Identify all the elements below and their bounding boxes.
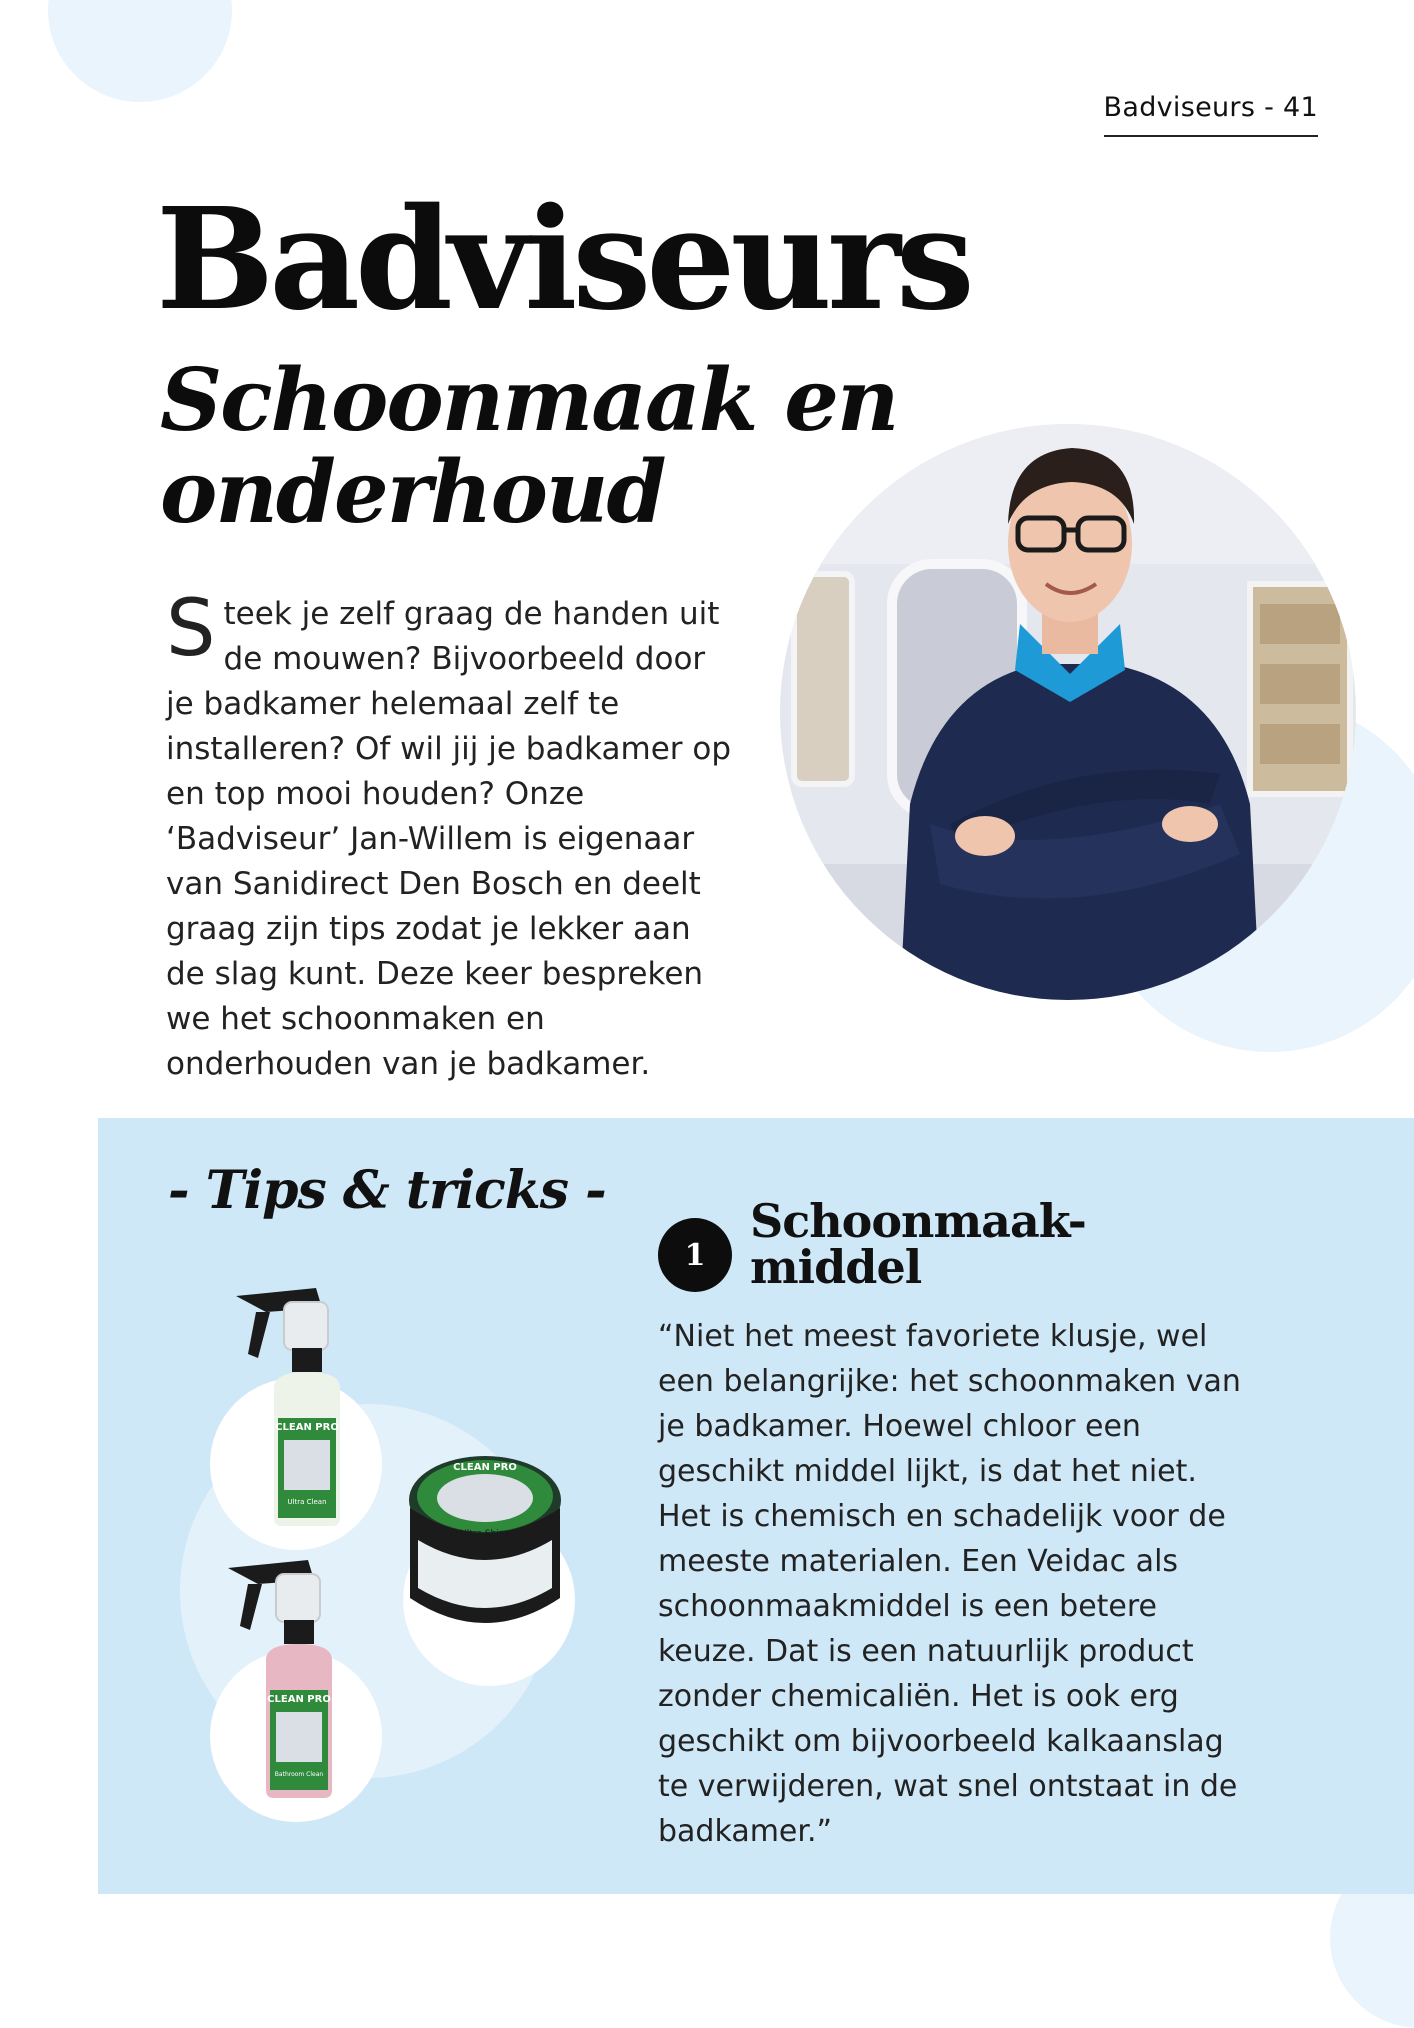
jar-label: CLEAN PRO xyxy=(453,1462,517,1473)
running-header xyxy=(1104,92,1318,137)
header-separator: - xyxy=(1264,92,1275,123)
step-title-line-1: Schoonmaak- xyxy=(750,1194,1086,1248)
subtitle-line-1: Schoonmaak en xyxy=(160,350,898,451)
tips-heading: - Tips & tricks - xyxy=(168,1160,606,1221)
intro-paragraph xyxy=(166,584,736,1087)
header-section: Badviseurs xyxy=(1103,92,1256,123)
spray1-sublabel: Ultra Clean xyxy=(287,1498,327,1506)
spray-bottle-bathroom-clean xyxy=(218,1550,358,1800)
jar-sublabel: Ultra Shine xyxy=(460,1529,510,1539)
step-number-badge: 1 xyxy=(658,1218,732,1292)
step-title xyxy=(750,1194,1086,1294)
spray2-label: CLEAN PRO xyxy=(267,1694,331,1705)
portrait-photo xyxy=(780,424,1356,1000)
portrait-illustration xyxy=(780,424,1356,1000)
cleaning-paste-jar xyxy=(400,1448,570,1638)
spray2-sublabel: Bathroom Clean xyxy=(274,1771,324,1778)
page-subtitle xyxy=(160,350,898,543)
spray1-label: CLEAN PRO xyxy=(275,1422,339,1433)
page-number: 41 xyxy=(1283,92,1318,123)
decor-circle-top-left xyxy=(48,0,232,102)
step-title-line-2: middel xyxy=(750,1240,922,1294)
spray-bottle-ultra-clean xyxy=(226,1278,366,1528)
page-title: Badviseurs xyxy=(156,178,970,342)
intro-text: teek je zelf graag de handen uit de mouwen? Bijvoorbeeld door je badkamer helemaal zelf te installeren? Of wil jij je badkamer op en top mooi houden? Onze ‘Badviseur’ Jan-Willem is eigenaar van Sanidirect Den Bosch en deelt graag zijn tips zodat je lekker aan de slag kunt. Deze keer bespreken we het schoonmaken en onderhouden van je badkamer. xyxy=(166,596,732,1082)
step-body-text: “Niet het meest favoriete klusje, wel een belangrijke: het schoonmaken van je badkamer. Hoewel chloor een geschikt middel lijkt, is dat het niet. Het is chemisch en schadelijk voor de meeste materialen. Een Veidac als schoonmaakmiddel is een betere keuze. Dat is een natuurlijk product zonder chemicaliën. Het is ook erg geschikt om bijvoorbeeld kalkaanslag te verwijderen, wat snel ontstaat in de badkamer.” xyxy=(658,1319,1241,1849)
tips-panel xyxy=(98,1118,1414,1894)
subtitle-line-2: onderhoud xyxy=(160,442,665,543)
drop-cap: S xyxy=(166,584,216,674)
